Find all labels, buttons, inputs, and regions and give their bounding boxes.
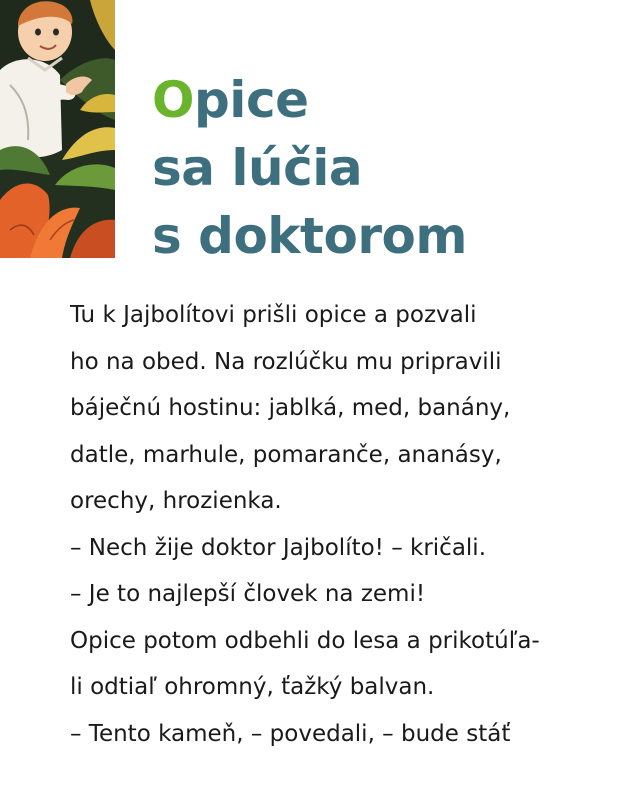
story-text (70, 292, 610, 757)
text-line: datle, marhule, pomaranče, ananásy, (70, 441, 502, 468)
text-line: orechy, hrozienka. (70, 488, 282, 514)
illustration-art (0, 0, 115, 258)
title-initial-letter: O (152, 71, 195, 129)
text-line: li odtiaľ ohromný, ťažký balvan. (70, 674, 435, 700)
illustration-boy-in-jungle (0, 0, 115, 258)
title-line-3: s doktorom (152, 207, 467, 265)
title-line-1 (152, 66, 467, 134)
story-title (152, 66, 467, 270)
text-line: – Je to najlepší človek na zemi! (70, 581, 426, 607)
title-line-2: sa lúčia (152, 139, 363, 197)
title-line-1-rest: pice (194, 71, 309, 129)
text-line: Opice potom odbehli do lesa a prikotúľa- (70, 627, 540, 654)
text-line: ho na obed. Na rozlúčku mu pripravili (70, 348, 502, 375)
text-line: Tu k Jajbolítovi prišli opice a pozvali (70, 302, 477, 328)
text-line: báječnú hostinu: jablká, med, banány, (70, 395, 511, 421)
text-line: – Nech žije doktor Jajbolíto! – kričali. (70, 534, 487, 561)
text-line: – Tento kameň, – povedali, – bude stáť (70, 720, 511, 747)
